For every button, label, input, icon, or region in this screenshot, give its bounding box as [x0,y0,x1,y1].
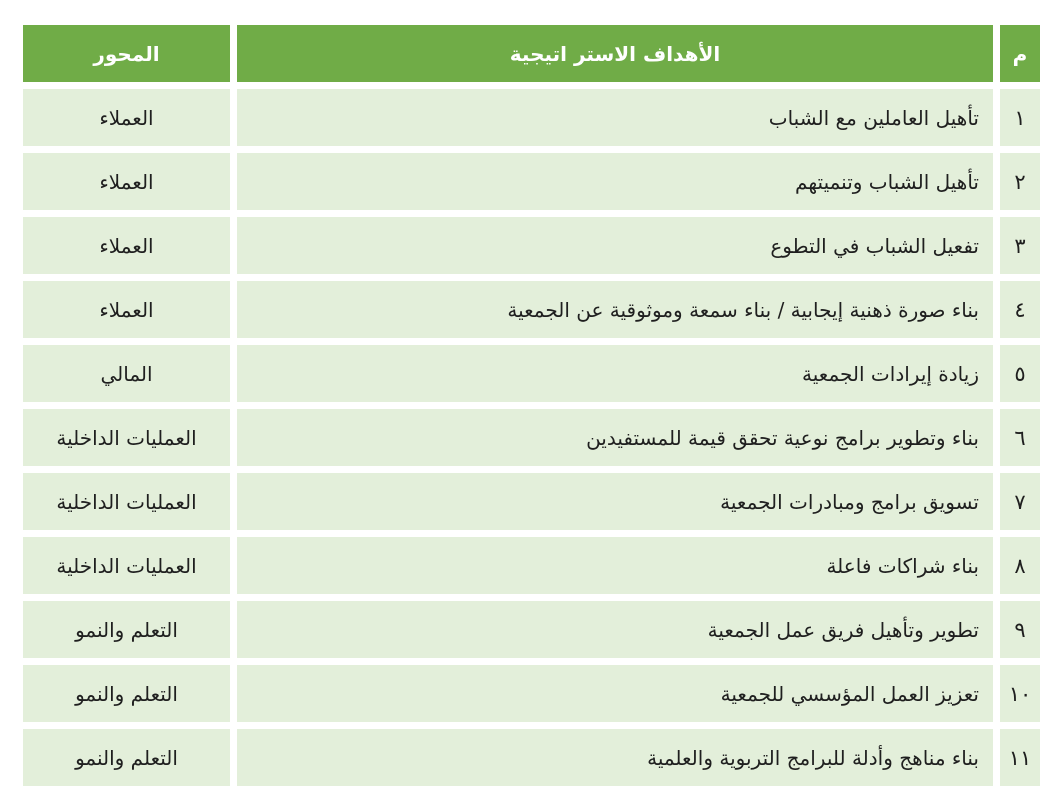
row-7-number: ٧ [1000,473,1040,530]
row-8-axis: العمليات الداخلية [23,537,230,594]
header-axis: المحور [23,25,230,82]
row-6-goal: بناء وتطوير برامج نوعية تحقق قيمة للمستفيدين [237,409,993,466]
row-4-number: ٤ [1000,281,1040,338]
header-goals: الأهداف الاستر اتيجية [237,25,993,82]
row-8-number: ٨ [1000,537,1040,594]
row-11-number: ١١ [1000,729,1040,786]
row-1-axis: العملاء [23,89,230,146]
row-9-axis: التعلم والنمو [23,601,230,658]
row-3-axis: العملاء [23,217,230,274]
row-4-axis: العملاء [23,281,230,338]
row-5-axis: المالي [23,345,230,402]
row-7-axis: العمليات الداخلية [23,473,230,530]
row-2-number: ٢ [1000,153,1040,210]
row-11-goal: بناء مناهج وأدلة للبرامج التربوية والعلمية [237,729,993,786]
row-10-axis: التعلم والنمو [23,665,230,722]
row-7-goal: تسويق برامج ومبادرات الجمعية [237,473,993,530]
goals-table [9,25,1040,786]
row-9-goal: تطوير وتأهيل فريق عمل الجمعية [237,601,993,658]
row-5-number: ٥ [1000,345,1040,402]
row-3-goal: تفعيل الشباب في التطوع [237,217,993,274]
row-8-goal: بناء شراكات فاعلة [237,537,993,594]
row-9-number: ٩ [1000,601,1040,658]
row-1-number: ١ [1000,89,1040,146]
row-11-axis: التعلم والنمو [23,729,230,786]
row-6-axis: العمليات الداخلية [23,409,230,466]
row-6-number: ٦ [1000,409,1040,466]
row-3-number: ٣ [1000,217,1040,274]
row-2-goal: تأهيل الشباب وتنميتهم [237,153,993,210]
row-10-goal: تعزيز العمل المؤسسي للجمعية [237,665,993,722]
row-2-axis: العملاء [23,153,230,210]
row-5-goal: زيادة إيرادات الجمعية [237,345,993,402]
row-4-goal: بناء صورة ذهنية إيجابية / بناء سمعة وموثوقية عن الجمعية [237,281,993,338]
row-1-goal: تأهيل العاملين مع الشباب [237,89,993,146]
header-number: م [1000,25,1040,82]
row-10-number: ١٠ [1000,665,1040,722]
